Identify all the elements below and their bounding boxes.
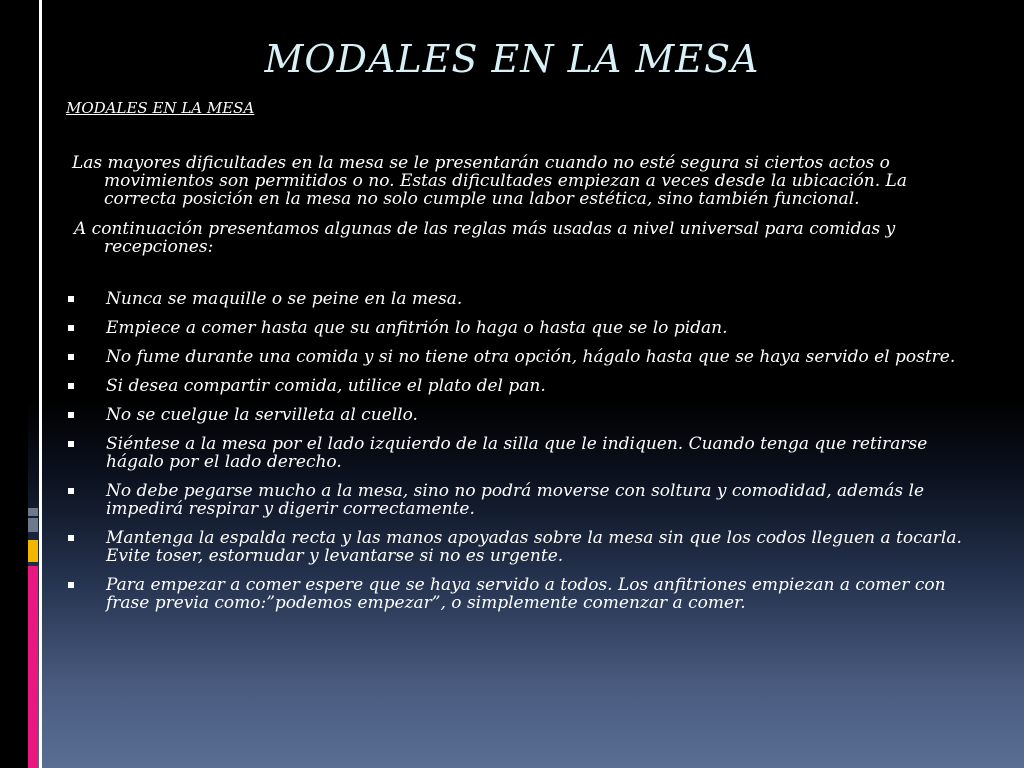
list-item-text: No debe pegarse mucho a la mesa, sino no podrá moverse con soltura y comodidad, además le impedirá respirar y digerir correctamente. bbox=[106, 481, 925, 519]
square-bullet-icon bbox=[68, 325, 74, 331]
square-bullet-icon bbox=[68, 582, 74, 588]
slide-content bbox=[66, 98, 976, 623]
square-bullet-icon bbox=[68, 441, 74, 447]
slide-subtitle: MODALES EN LA MESA bbox=[66, 99, 255, 117]
list-item-text: Si desea compartir comida, utilice el plato del pan. bbox=[106, 376, 546, 396]
list-item bbox=[66, 482, 976, 518]
list-item bbox=[66, 319, 976, 337]
slide-title: MODALES EN LA MESA bbox=[264, 37, 760, 81]
list-item-text: No fume durante una comida y si no tiene otra opción, hágalo hasta que se haya servido el postre. bbox=[106, 347, 956, 367]
decor-block-pink bbox=[28, 566, 38, 768]
list-item bbox=[66, 529, 976, 565]
list-item-text: Siéntese a la mesa por el lado izquierdo de la silla que le indiquen. Cuando tenga que retirarse hágalo por el lado derecho. bbox=[106, 434, 928, 472]
square-bullet-icon bbox=[68, 535, 74, 541]
list-item bbox=[66, 406, 976, 424]
decor-block-gray-2 bbox=[28, 518, 38, 532]
square-bullet-icon bbox=[68, 296, 74, 302]
square-bullet-icon bbox=[68, 354, 74, 360]
list-item-text: Para empezar a comer espere que se haya servido a todos. Los anfitriones empiezan a comer con frase previa como:”podemos empezar”, o simplemente comenzar a comer. bbox=[106, 575, 946, 613]
rules-intro-paragraph: A continuación presentamos algunas de las reglas más usadas a nivel universal para comidas y recepciones: bbox=[74, 219, 896, 257]
left-decor-line bbox=[39, 0, 42, 768]
list-item bbox=[66, 435, 976, 471]
list-item-text: Mantenga la espalda recta y las manos apoyadas sobre la mesa sin que los codos lleguen a tocarla. Evite toser, estornudar y levantarse si no es urgente. bbox=[106, 528, 962, 566]
rules-list bbox=[66, 290, 976, 612]
square-bullet-icon bbox=[68, 412, 74, 418]
list-item bbox=[66, 290, 976, 308]
list-item-text: No se cuelgue la servilleta al cuello. bbox=[106, 405, 418, 425]
list-item bbox=[66, 348, 976, 366]
list-item-text: Nunca se maquille o se peine en la mesa. bbox=[106, 289, 463, 309]
list-item bbox=[66, 576, 976, 612]
intro-paragraph: Las mayores dificultades en la mesa se le presentarán cuando no esté segura si ciertos actos o movimientos son permitidos o no. Estas dificultades empiezan a veces desde la ubicación. La correcta posición en la mesa no solo cumple una labor estética, sino también funcional. bbox=[72, 153, 907, 209]
left-decor-strip bbox=[0, 0, 28, 768]
decor-block-yellow bbox=[28, 540, 38, 562]
square-bullet-icon bbox=[68, 383, 74, 389]
list-item-text: Empiece a comer hasta que su anfitrión lo haga o hasta que se lo pidan. bbox=[106, 318, 728, 338]
decor-block-gray bbox=[28, 508, 38, 516]
list-item bbox=[66, 377, 976, 395]
square-bullet-icon bbox=[68, 488, 74, 494]
